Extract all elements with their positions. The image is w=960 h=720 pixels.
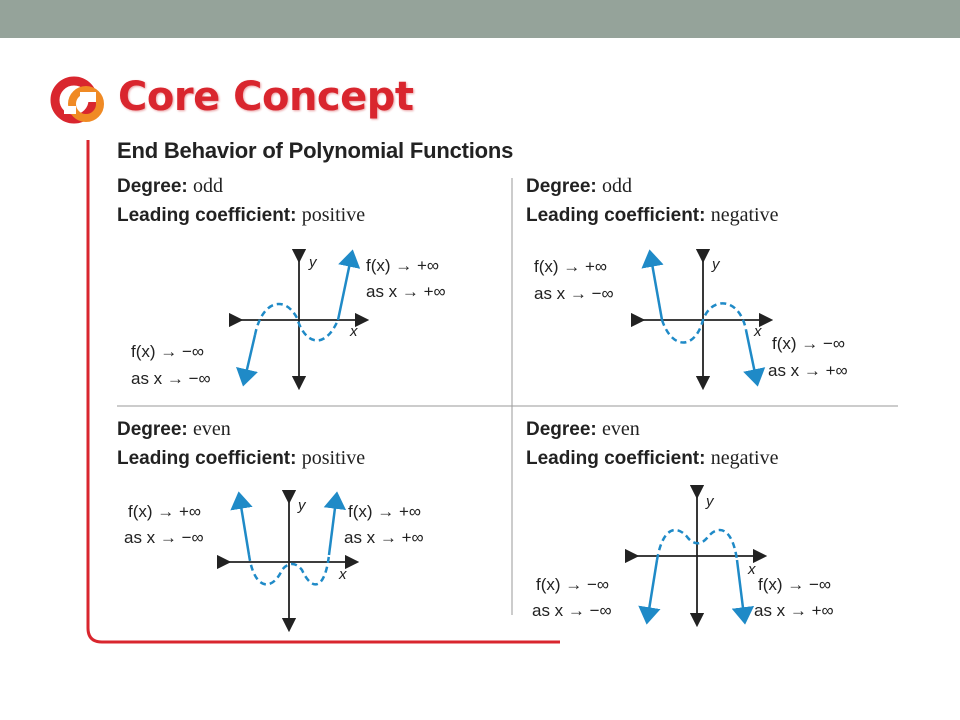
left-f-label: f(x) → −∞ — [536, 575, 610, 594]
right-f-label: f(x) → −∞ — [772, 334, 846, 353]
x-axis-label: x — [339, 566, 347, 583]
coeff-key: Leading coefficient: — [117, 448, 297, 469]
right-as-label: as x → +∞ — [344, 528, 424, 547]
degree-key: Degree: — [117, 176, 188, 197]
right-as-label: as x → +∞ — [754, 601, 834, 620]
left-as-label: as x → −∞ — [534, 284, 614, 303]
y-axis-label: y — [309, 254, 317, 271]
right-as-label: as x → +∞ — [768, 361, 848, 380]
curve-left-end — [648, 560, 657, 616]
degree-value: even — [602, 418, 640, 440]
degree-value: odd — [602, 175, 633, 197]
x-axis-label: x — [350, 323, 358, 340]
curve-middle — [662, 303, 746, 342]
y-axis-label: y — [706, 493, 714, 510]
right-f-label: f(x) → −∞ — [758, 575, 832, 594]
curve-left-end — [240, 500, 249, 555]
graph-odd-positive — [131, 254, 446, 388]
right-f-label: f(x) → +∞ — [366, 256, 440, 275]
degree-key: Degree: — [117, 419, 188, 440]
right-as-label: as x → +∞ — [366, 282, 446, 301]
right-f-label: f(x) → +∞ — [348, 502, 422, 521]
y-axis-label: y — [712, 256, 720, 273]
graph-odd-negative — [534, 256, 848, 383]
x-axis-label: x — [748, 561, 756, 578]
coeff-key: Leading coefficient: — [526, 205, 706, 226]
graph-even-positive — [124, 497, 424, 625]
left-f-label: f(x) → −∞ — [131, 342, 205, 361]
coeff-key: Leading coefficient: — [526, 448, 706, 469]
coeff-value: positive — [301, 447, 366, 469]
degree-key: Degree: — [526, 176, 597, 197]
left-as-label: as x → −∞ — [131, 369, 211, 388]
graph-even-negative — [532, 492, 834, 620]
y-axis-label: y — [298, 497, 306, 514]
left-as-label: as x → −∞ — [124, 528, 204, 547]
degree-value: even — [193, 418, 231, 440]
curve-middle — [255, 304, 338, 340]
curve-right-end — [737, 560, 744, 616]
coeff-value: negative — [710, 447, 779, 469]
coeff-key: Leading coefficient: — [117, 205, 297, 226]
subtitle: End Behavior of Polynomial Functions — [117, 138, 514, 163]
degree-value: odd — [193, 175, 224, 197]
curve-right-end — [329, 500, 336, 555]
page-title: Core Concept — [118, 74, 414, 120]
coeff-value: negative — [710, 204, 779, 226]
curve-left-end — [651, 258, 662, 320]
curve-left-end — [245, 335, 255, 378]
x-axis-label: x — [754, 323, 762, 340]
degree-key: Degree: — [526, 419, 597, 440]
left-f-label: f(x) → +∞ — [534, 257, 608, 276]
coeff-value: positive — [301, 204, 366, 226]
left-as-label: as x → −∞ — [532, 601, 612, 620]
left-f-label: f(x) → +∞ — [128, 502, 202, 521]
curve-right-end — [338, 258, 351, 320]
